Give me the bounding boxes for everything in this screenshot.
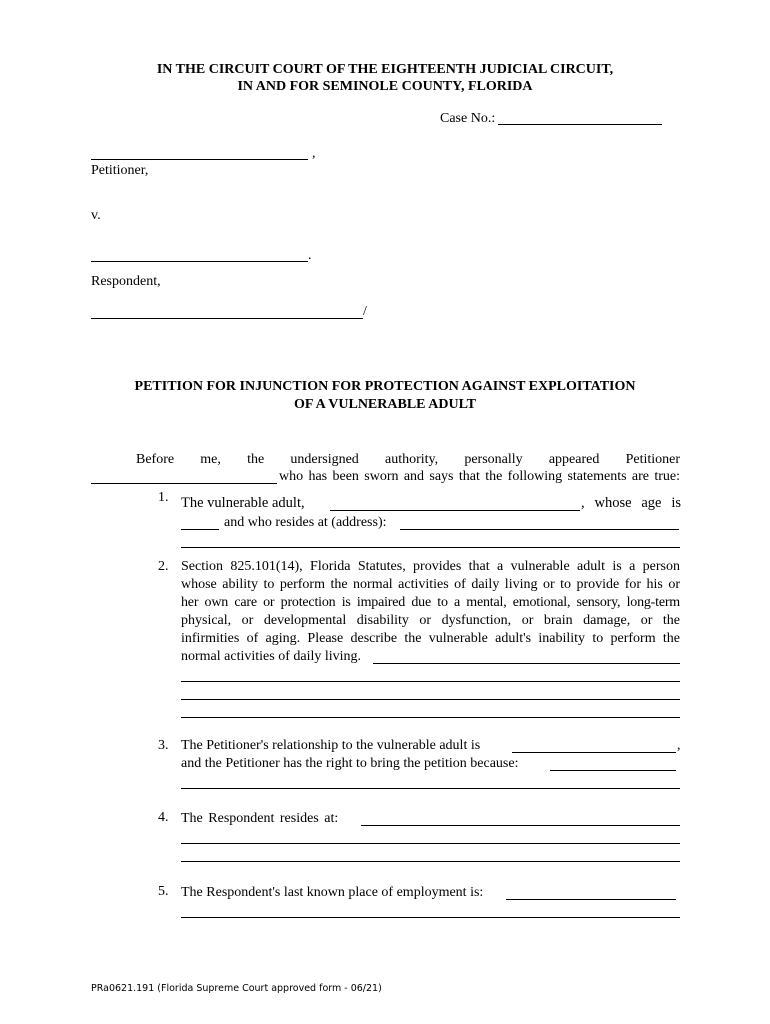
respondent-employment-field[interactable] <box>506 899 676 900</box>
caption-end-line <box>91 318 363 319</box>
intro-word: me, <box>200 452 221 467</box>
item-4-text: The Respondent resides at: <box>181 811 339 826</box>
intro-word: Petitioner <box>625 452 680 467</box>
item-1-text-a: The vulnerable adult, <box>181 495 305 511</box>
intro-word: personally <box>464 452 523 467</box>
right-to-petition-field[interactable] <box>550 770 676 771</box>
item-4-number: 4. <box>158 810 169 825</box>
intro-word: Before <box>136 452 175 467</box>
item-2-line: infirmities of aging. Please describe the vulnerable adult's inability to perform the <box>181 631 680 646</box>
petition-title-line1: PETITION FOR INJUNCTION FOR PROTECTION AGAINST EXPLOITATION <box>134 379 636 394</box>
court-header-line1: IN THE CIRCUIT COURT OF THE EIGHTEENTH JUDICIAL CIRCUIT, <box>156 62 614 77</box>
vulnerable-adult-address-field[interactable] <box>400 529 679 530</box>
item-5-text: The Respondent's last known place of employment is: <box>181 885 484 900</box>
item-5-number: 5. <box>158 884 169 899</box>
petitioner-name-field[interactable] <box>91 159 308 160</box>
court-header-line2: IN AND FOR SEMINOLE COUNTY, FLORIDA <box>237 79 533 94</box>
respondent-employment-line[interactable] <box>181 917 680 918</box>
petitioner-relationship-field[interactable] <box>512 752 676 753</box>
item-1-text-b: , whose age is <box>581 495 681 511</box>
respondent-residence-line[interactable] <box>181 861 680 862</box>
intro-line2: who has been sworn and says that the following statements are true: <box>279 469 680 484</box>
item-1-number: 1. <box>158 490 169 505</box>
form-footer: PRa0621.191 (Florida Supreme Court approved form - 06/21) <box>91 983 382 994</box>
intro-word: appeared <box>548 452 600 467</box>
daily-living-description-line[interactable] <box>181 681 680 682</box>
respondent-period: . <box>308 248 312 263</box>
daily-living-description-field[interactable] <box>373 663 680 664</box>
item-3-number: 3. <box>158 738 169 753</box>
intro-word: undersigned <box>290 452 359 467</box>
respondent-name-field[interactable] <box>91 261 308 262</box>
intro-word: authority, <box>385 452 439 467</box>
versus-label: v. <box>91 208 101 223</box>
daily-living-description-line[interactable] <box>181 699 680 700</box>
item-3-comma: , <box>677 738 681 753</box>
respondent-residence-field[interactable] <box>361 825 680 826</box>
vulnerable-adult-age-field[interactable] <box>181 529 219 530</box>
item-3-text-b: and the Petitioner has the right to bring the petition because: <box>181 756 519 771</box>
item-2-line: whose ability to perform the normal activities of daily living or to provide for his or <box>181 577 680 592</box>
case-number-label: Case No.: <box>440 111 496 126</box>
caption-slash: / <box>363 304 367 319</box>
item-2-last-line: normal activities of daily living. <box>181 649 362 664</box>
petitioner-label: Petitioner, <box>91 163 149 178</box>
item-2-line: her own care or protection is impaired due to a mental, emotional, sensory, long-term <box>181 595 680 610</box>
item-3-text-a: The Petitioner's relationship to the vulnerable adult is <box>181 738 481 753</box>
item-1-text-c: and who resides at (address): <box>224 515 387 530</box>
daily-living-description-line[interactable] <box>181 717 680 718</box>
petition-title-line2: OF A VULNERABLE ADULT <box>294 397 476 412</box>
right-to-petition-line[interactable] <box>181 788 680 789</box>
intro-line1 <box>136 451 680 469</box>
petitioner-intro-field[interactable] <box>91 483 277 484</box>
petitioner-comma: , <box>312 146 316 161</box>
respondent-label: Respondent, <box>91 274 161 289</box>
case-number-field[interactable] <box>498 124 662 125</box>
vulnerable-adult-address-line2[interactable] <box>181 547 680 548</box>
item-2-number: 2. <box>158 559 169 574</box>
item-2-line: physical, or developmental disability or dysfunction, or brain damage, or the <box>181 613 680 628</box>
respondent-residence-line[interactable] <box>181 843 680 844</box>
intro-word: the <box>247 452 265 467</box>
vulnerable-adult-name-field[interactable] <box>330 510 580 511</box>
item-2-line: Section 825.101(14), Florida Statutes, provides that a vulnerable adult is a person <box>181 559 680 574</box>
